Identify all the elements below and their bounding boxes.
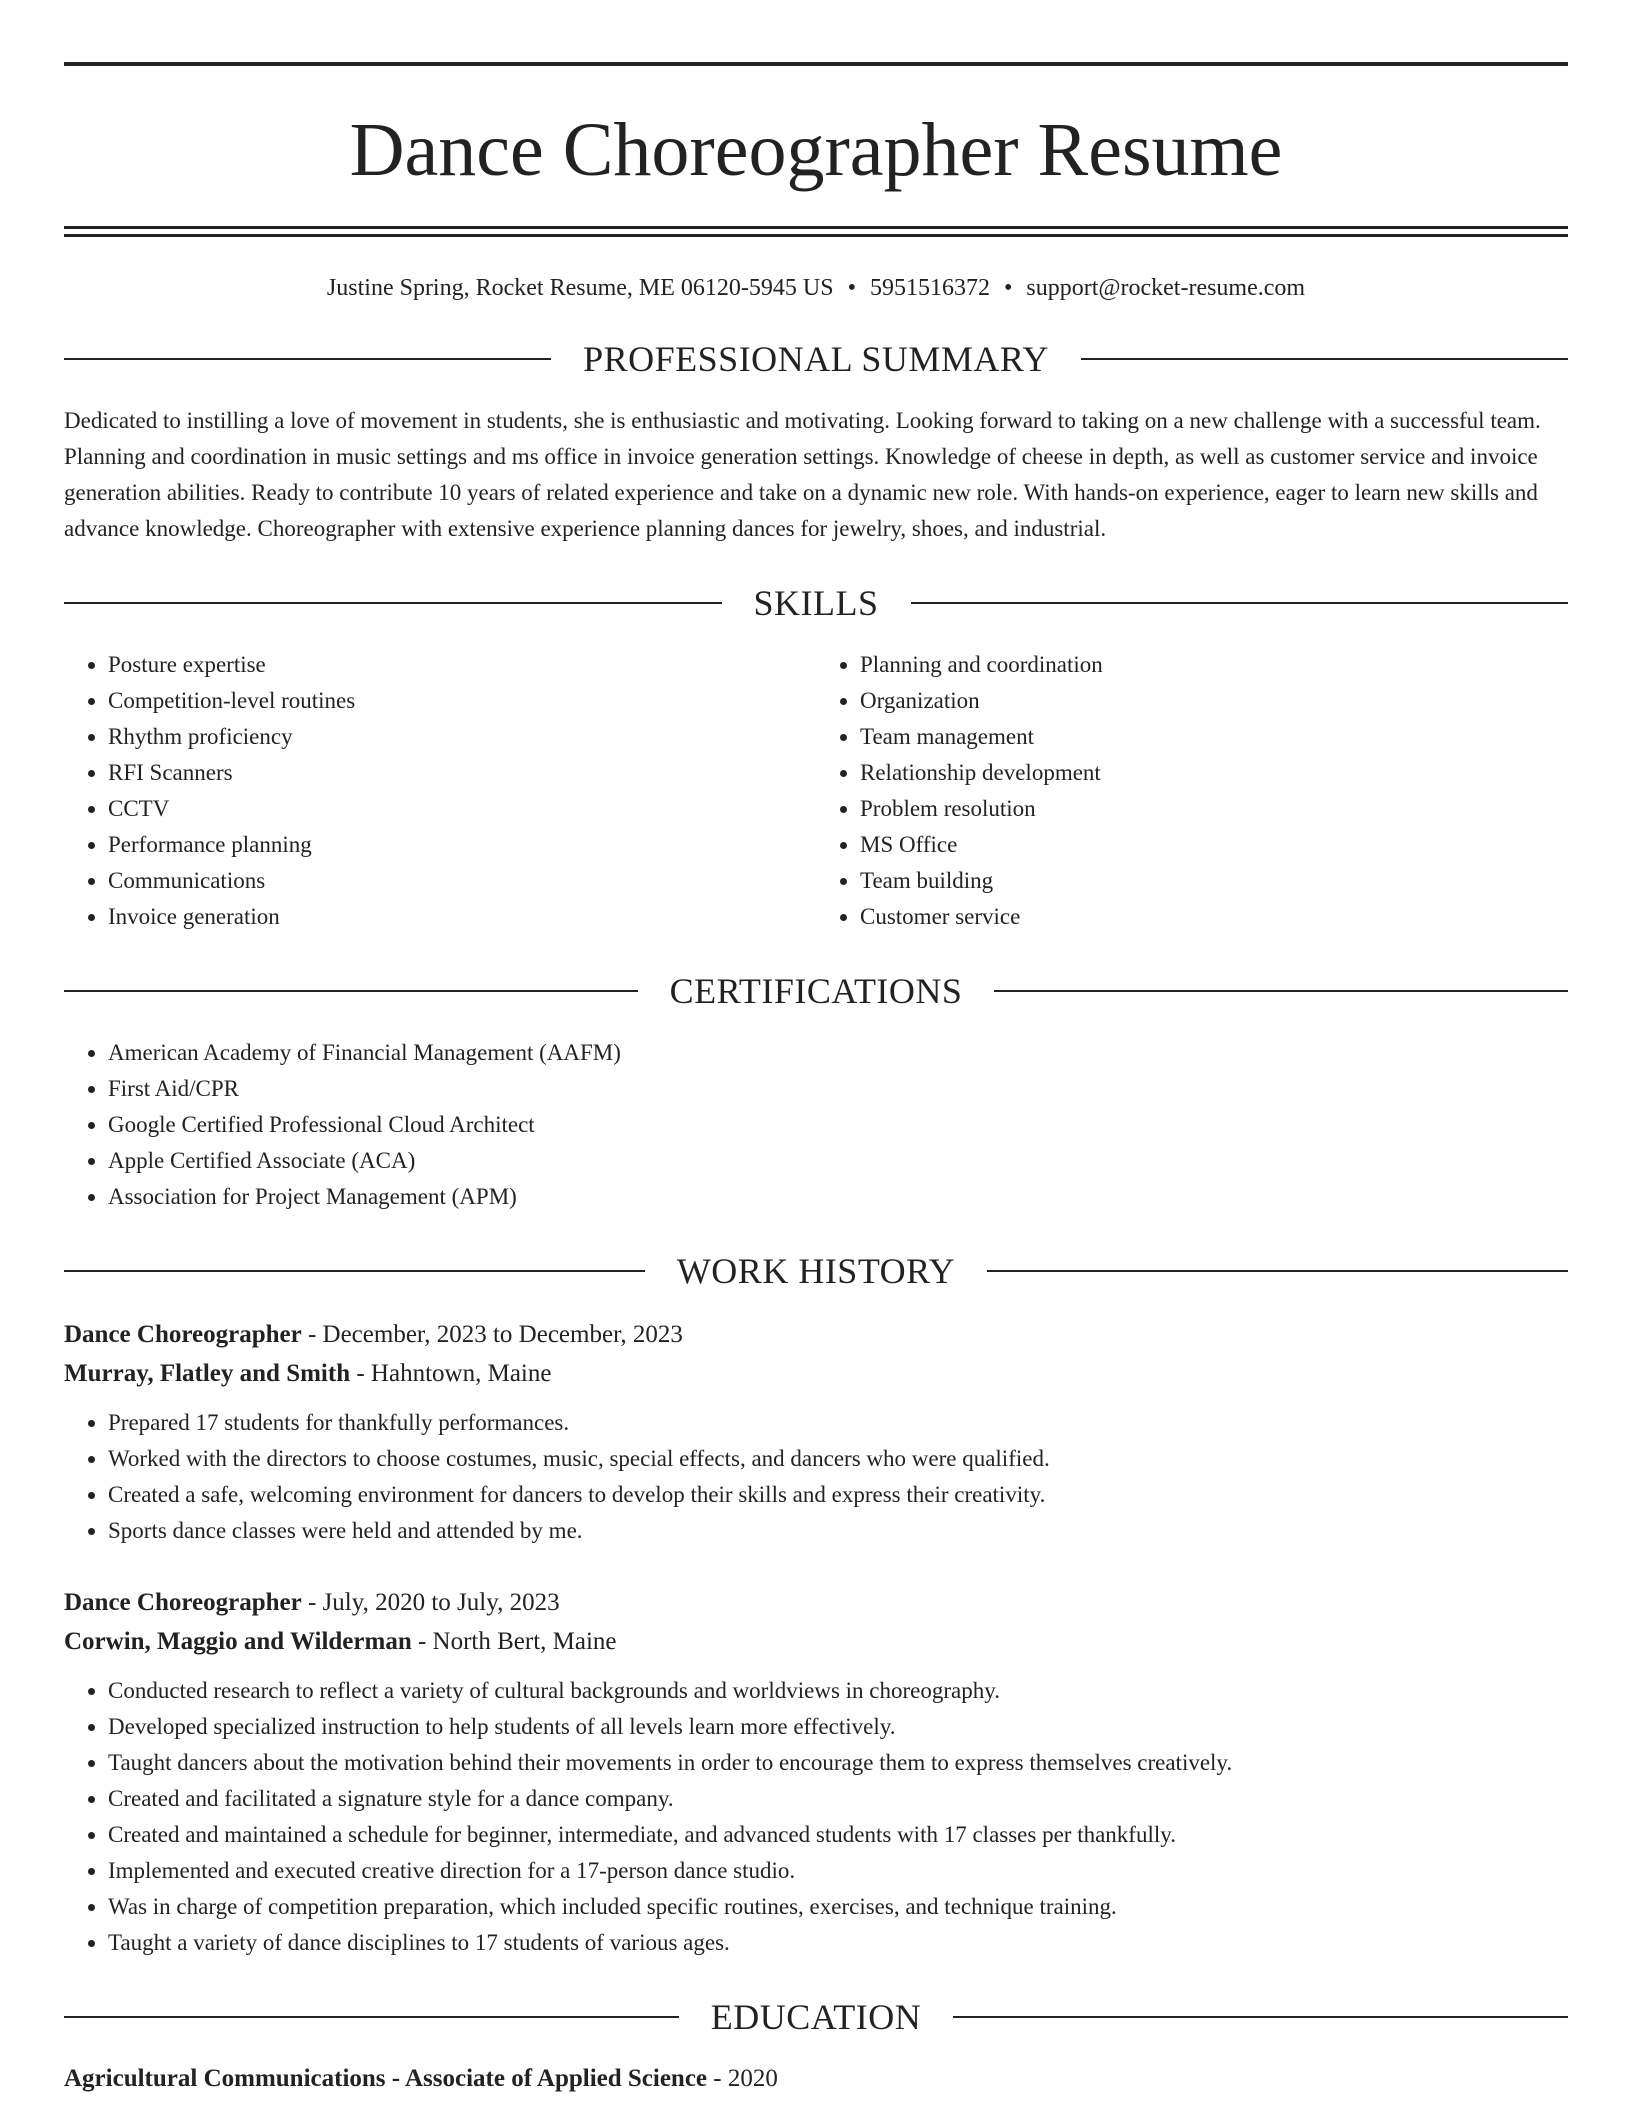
certification-item: • Google Certified Professional Cloud Architect [108, 1107, 1568, 1143]
job-company: Corwin, Maggio and Wilderman [64, 1628, 412, 1655]
job-duty: • Taught a variety of dance disciplines to 17 students of various ages. [108, 1925, 1568, 1961]
section-heading-education [64, 1995, 1568, 2039]
job-location: - North Bert, Maine [411, 1628, 617, 1655]
contact-email: support@rocket-resume.com [1026, 275, 1306, 301]
heading-rule [994, 990, 1568, 992]
skill-item: • Rhythm proficiency [108, 719, 816, 755]
job-duty: • Created and facilitated a signature style for a dance company. [108, 1781, 1568, 1817]
skill-item: • Team building [860, 863, 1568, 899]
skill-item: • Team management [860, 719, 1568, 755]
page-title: Dance Choreographer Resume [349, 108, 1283, 192]
job-duties-list [64, 1405, 1568, 1549]
section-title: CERTIFICATIONS [669, 971, 963, 1011]
section-title: PROFESSIONAL SUMMARY [583, 339, 1049, 379]
heading-rule [64, 2016, 679, 2018]
heading-rule [64, 358, 551, 360]
section-title: EDUCATION [710, 1997, 922, 2037]
skill-item: • Problem resolution [860, 791, 1568, 827]
skill-item: • Competition-level routines [108, 683, 816, 719]
skill-item: • Communications [108, 863, 816, 899]
job-duty: • Created a safe, welcoming environment for dancers to develop their skills and express their creativity. [108, 1477, 1568, 1513]
heading-rule [64, 602, 722, 604]
skill-item: • Customer service [860, 899, 1568, 935]
skill-item: • CCTV [108, 791, 816, 827]
job-dates: - July, 2020 to July, 2023 [301, 1589, 560, 1616]
title-double-rule [64, 226, 1568, 237]
job-duty: • Conducted research to reflect a variety of cultural backgrounds and worldviews in choreography. [108, 1673, 1568, 1709]
skill-item: • MS Office [860, 827, 1568, 863]
summary-text: Dedicated to instilling a love of movement in students, she is enthusiastic and motivating. Looking forward to taking on a new challenge with a successful team. Planning and coordination in music settings and ms office in invoice generation settings. Knowledge of cheese in depth, as well as customer service and invoice generation abilities. Ready to contribute 10 years of related experience and take on a dynamic new role. With hands-on experience, eager to learn new skills and advance knowledge. Choreographer with extensive experience planning dances for jewelry, shoes, and industrial. [64, 408, 1541, 541]
section-heading-work-history [64, 1249, 1568, 1293]
job-title: Dance Choreographer [64, 1589, 302, 1616]
heading-rule [911, 602, 1569, 604]
job-title-line [64, 1315, 1568, 1354]
top-rule [64, 62, 1568, 66]
job-duty: • Sports dance classes were held and attended by me. [108, 1513, 1568, 1549]
skill-item: • Performance planning [108, 827, 816, 863]
contact-separator: • [1003, 275, 1013, 301]
job-entry [64, 1315, 1568, 1549]
certification-item: • Apple Certified Associate (ACA) [108, 1143, 1568, 1179]
job-duty: • Was in charge of competition preparation, which included specific routines, exercises, and technique training. [108, 1889, 1568, 1925]
skills-list-right [816, 647, 1568, 935]
section-title: SKILLS [753, 583, 879, 623]
contact-address: Justine Spring, Rocket Resume, ME 06120-5945 US [326, 275, 834, 301]
heading-rule [953, 2016, 1568, 2018]
heading-rule [64, 1270, 645, 1272]
contact-phone: 5951516372 [869, 275, 990, 301]
job-duty: • Prepared 17 students for thankfully performances. [108, 1405, 1568, 1441]
skill-item: • Invoice generation [108, 899, 816, 935]
job-duty: • Implemented and executed creative direction for a 17-person dance studio. [108, 1853, 1568, 1889]
certification-item: • Association for Project Management (APM) [108, 1179, 1568, 1215]
skill-item: • Organization [860, 683, 1568, 719]
job-company-line [64, 1354, 1568, 1393]
certifications-list [64, 1035, 1568, 1215]
job-duty: • Developed specialized instruction to help students of all levels learn more effectively. [108, 1709, 1568, 1745]
heading-rule [64, 990, 638, 992]
education-entry [64, 2061, 1568, 2097]
education-year: - 2020 [707, 2065, 778, 2092]
job-dates: - December, 2023 to December, 2023 [301, 1321, 683, 1348]
skills-grid [64, 647, 1568, 935]
job-company-line [64, 1622, 1568, 1661]
certification-item: • First Aid/CPR [108, 1071, 1568, 1107]
skill-item: • Posture expertise [108, 647, 816, 683]
skill-item: • Planning and coordination [860, 647, 1568, 683]
education-degree: Agricultural Communications - Associate of Applied Science [64, 2065, 708, 2092]
contact-separator: • [847, 275, 856, 301]
heading-rule [987, 1270, 1568, 1272]
job-duties-list [64, 1673, 1568, 1961]
job-title-line [64, 1583, 1568, 1622]
job-location: - Hahntown, Maine [350, 1360, 552, 1387]
job-duty: • Created and maintained a schedule for beginner, intermediate, and advanced students with 17 classes per thankfully. [108, 1817, 1568, 1853]
job-duty: • Taught dancers about the motivation behind their movements in order to encourage them to express themselves creatively. [108, 1745, 1568, 1781]
certification-item: • American Academy of Financial Management (AAFM) [108, 1035, 1568, 1071]
job-entry [64, 1583, 1568, 1961]
section-heading-skills [64, 581, 1568, 625]
heading-rule [1081, 358, 1568, 360]
contact-line [64, 273, 1568, 303]
skills-list-left [64, 647, 816, 935]
job-company: Murray, Flatley and Smith [64, 1360, 351, 1387]
section-heading-certifications [64, 969, 1568, 1013]
job-duty: • Worked with the directors to choose costumes, music, special effects, and dancers who were qualified. [108, 1441, 1568, 1477]
skill-item: • RFI Scanners [108, 755, 816, 791]
job-title: Dance Choreographer [64, 1321, 302, 1348]
section-title: WORK HISTORY [676, 1251, 956, 1291]
skill-item: • Relationship development [860, 755, 1568, 791]
section-heading-summary [64, 337, 1568, 381]
